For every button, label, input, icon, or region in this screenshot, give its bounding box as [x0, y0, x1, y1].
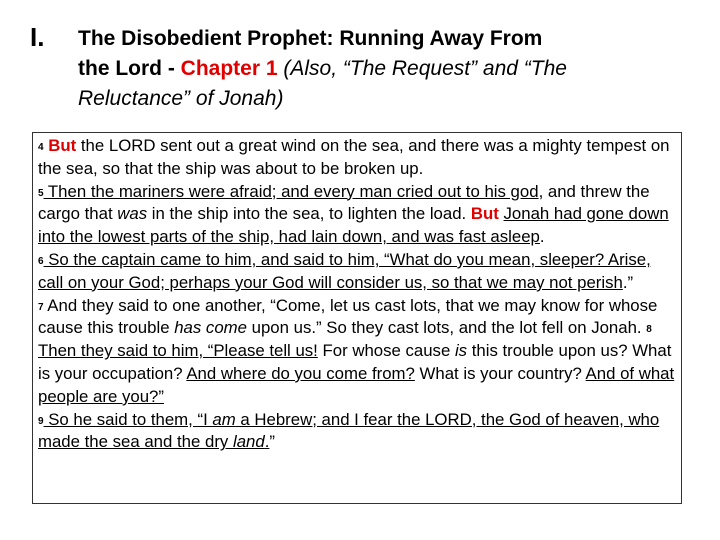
- italic-word: has come: [174, 318, 247, 338]
- verse-number: 5: [38, 187, 44, 199]
- section-numeral: I.: [30, 22, 45, 52]
- verse-5: [38, 182, 669, 247]
- underlined-text: So the captain came to him, and said to him, “What do you mean, sleeper? Arise, call on your God; perhaps your God will consider us, so that we may not perish: [38, 249, 651, 292]
- scripture-box: [32, 132, 682, 504]
- italic-word: was: [117, 204, 148, 224]
- verse-text: What is your country?: [414, 363, 586, 383]
- emphasis-but: But: [470, 204, 499, 224]
- verse-6: [38, 250, 651, 292]
- underlined-text: Jonah had gone down into the lowest parts of the ship, had lain down, and was fast asleep: [38, 204, 669, 247]
- underlined-text: a Hebrew; and I fear the LORD, the God of heaven, who made the sea and the dry: [38, 409, 660, 452]
- slide-title: [78, 24, 708, 114]
- verse-text: .: [539, 227, 545, 247]
- verse-text: this trouble upon us? What is your occupation?: [38, 341, 672, 383]
- verse-text: upon us.” So they cast lots, and the lot fell on Jonah.: [246, 318, 647, 338]
- underlined-text: So he said to them, “I: [43, 409, 213, 429]
- verse-text: in the ship into the sea, to lighten the load.: [147, 204, 471, 224]
- title-line-2-prefix: the Lord -: [78, 57, 181, 80]
- verse-text: the LORD sent out a great wind on the sea, and there was a mighty tempest on the sea, so that the ship was about to be broken up.: [38, 136, 670, 178]
- verse-4: [38, 136, 669, 178]
- underlined-text: .: [264, 432, 270, 452]
- underlined-text: Then the mariners were afraid; and every man cried out to his god: [43, 181, 539, 201]
- emphasis-but: But: [48, 136, 77, 155]
- verse-9: [38, 410, 659, 452]
- underlined-text: And where do you come from?: [186, 363, 415, 383]
- italic-word: land: [232, 432, 265, 452]
- verse-text: .”: [622, 272, 634, 292]
- subtitle-b: Reluctance” of Jonah): [78, 87, 284, 110]
- verse-text: ”: [269, 432, 275, 452]
- verse-text: For whose cause: [317, 341, 455, 361]
- chapter-label: Chapter 1: [180, 57, 278, 80]
- underlined-text: And of what people are you?”: [38, 363, 675, 406]
- verse-number: 4: [38, 142, 44, 153]
- verse-number: 6: [38, 255, 44, 267]
- verse-text: , and threw the cargo that: [38, 181, 650, 224]
- subtitle-a: (Also, “The Request” and “The: [283, 57, 567, 80]
- verse-number: 7: [38, 301, 44, 313]
- italic-word: am: [212, 409, 236, 429]
- verse-text: And they said to one another, “Come, let us cast lots, that we may know for whose cause this trouble: [38, 295, 658, 338]
- title-line-1: The Disobedient Prophet: Running Away From: [78, 27, 543, 50]
- italic-word: is: [454, 341, 468, 361]
- verse-number: 8: [646, 324, 652, 336]
- verse-7: [38, 296, 657, 338]
- verse-number: 9: [38, 415, 44, 427]
- underlined-text: Then they said to him, “Please tell us!: [38, 341, 318, 361]
